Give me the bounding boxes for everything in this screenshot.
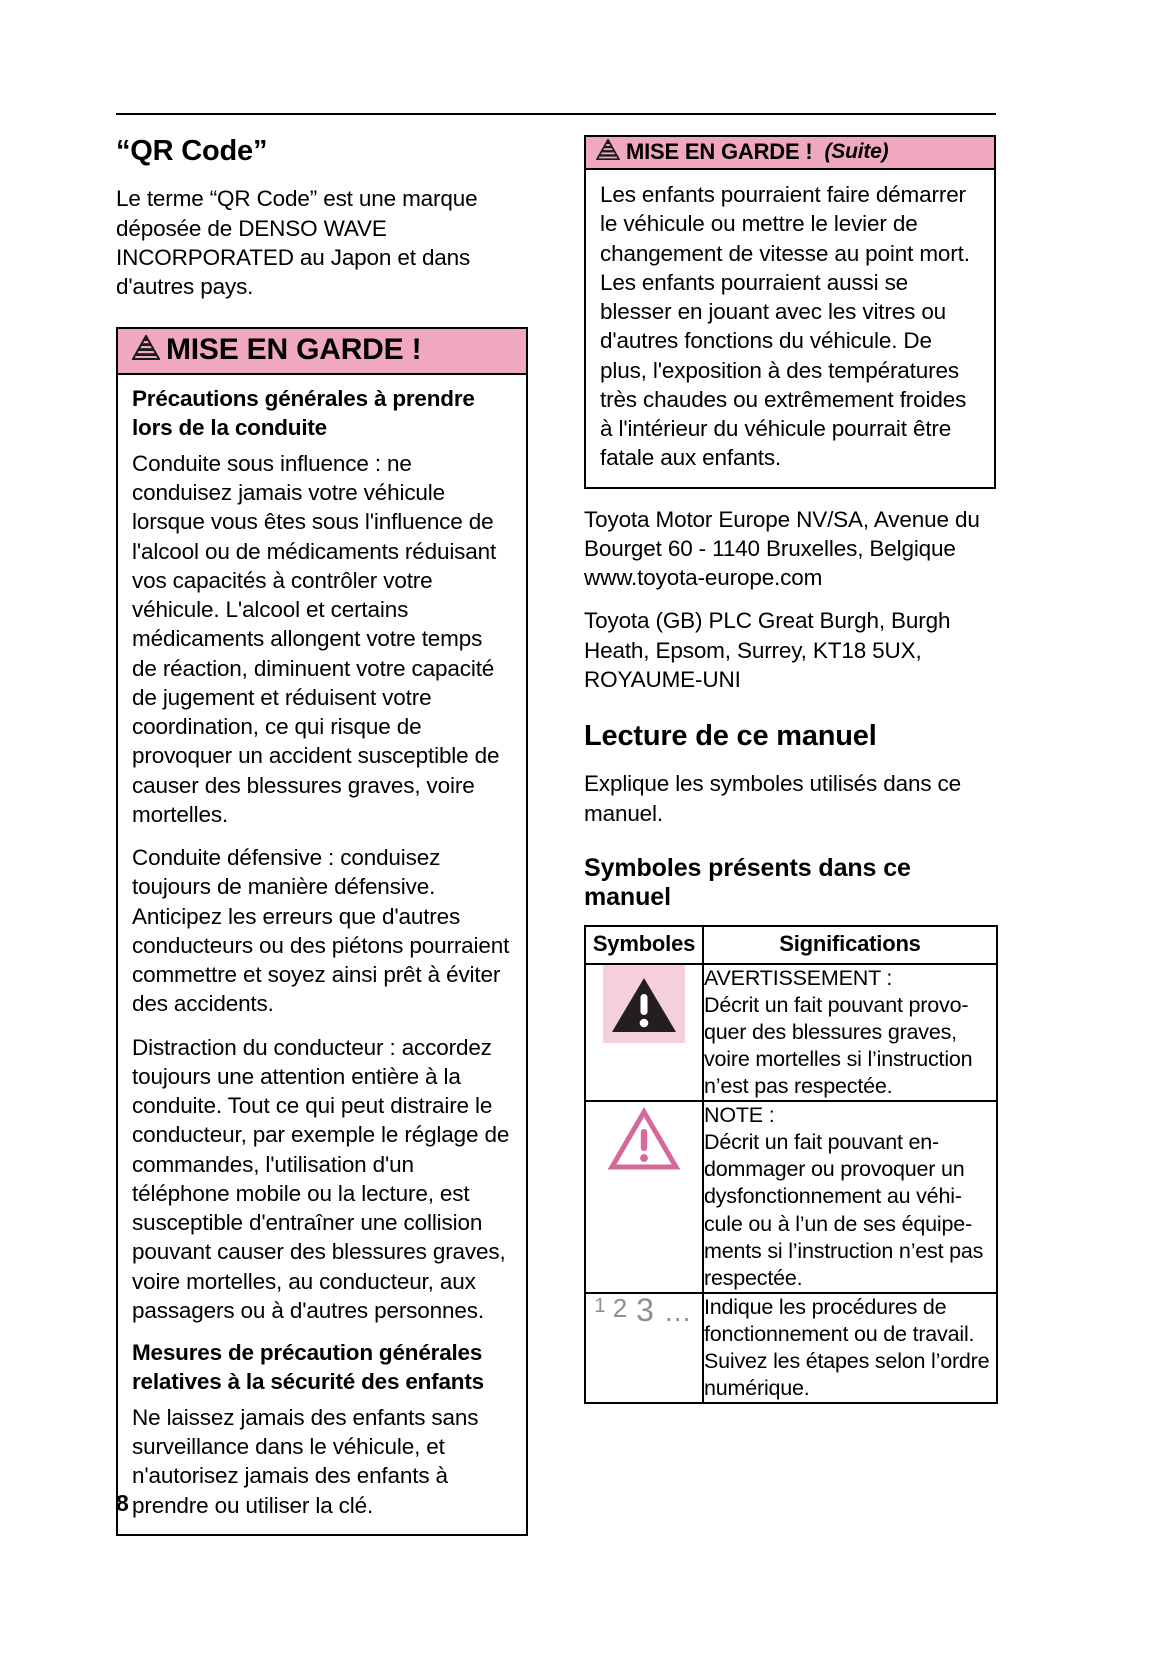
symbols-table [584, 925, 998, 1404]
table-row [585, 964, 997, 1101]
symbols-section-heading: Symboles présents dans ce manuel [584, 853, 911, 912]
warning-continued-header [586, 137, 994, 170]
table-header-row [585, 926, 997, 964]
numbered-steps-icon: 1 2 3 … [594, 1291, 694, 1328]
address-toyota-motor-europe: Toyota Motor Europe NV/SA, Avenue du Bourget 60 - 1140 Bruxelles, Belgique www.toyota-europe.com [584, 506, 980, 590]
warning-subheading-children: Mesures de précaution générales relatives à la sécurité des enfants [132, 1340, 484, 1394]
table-row [585, 1101, 997, 1293]
warning-box-body [118, 375, 526, 1533]
meaning-body-steps: Indique les procédures de fonctionnement ou de travail. Suivez les étapes selon l’ordre numérique. [704, 1294, 990, 1401]
symbol-cell-steps [585, 1293, 703, 1403]
meaning-cell-steps [703, 1293, 997, 1403]
symbol-cell-note [585, 1101, 703, 1293]
page-number: 8 [116, 1490, 129, 1516]
meaning-body-note: Décrit un fait pouvant en-dommager ou provoquer un dysfonctionnement au véhi-cule ou à l’un de ses équipe-ments si l’instruction n’est pas respectée. [704, 1130, 984, 1290]
outline-warning-triangle-icon [603, 1163, 685, 1180]
table-row [585, 1293, 997, 1403]
manual-reading-paragraph: Explique les symboles utilisés dans ce manuel. [584, 771, 961, 826]
symbol-cell-warning [585, 964, 703, 1101]
qr-code-paragraph: Le terme “QR Code” est une marque déposée de DENSO WAVE INCORPORATED au Japon et dans d'autres pays. [116, 186, 478, 300]
warning-box-header [118, 329, 526, 375]
warning-triangle-icon [132, 335, 160, 365]
qr-code-heading: “QR Code” [116, 135, 268, 167]
warning-paragraph-children: Ne laissez jamais des enfants sans surveillance dans le véhicule, et n'autorisez jamais des enfants à prendre ou utiliser la clé. [132, 1404, 479, 1518]
warning-box-main [116, 327, 528, 1535]
meaning-body-avertissement: Décrit un fait pouvant provo-quer des blessures graves, voire mortelles si l’instruction n’est pas respectée. [704, 992, 973, 1099]
warning-paragraph-distraction: Distraction du conducteur : accordez toujours une attention entière à la conduite. Tout ce qui peut distraire le conducteur, par exemple le réglage de commandes, l'utilisation d'un téléphone mobile ou la lecture, est susceptible d'entraîner une collision pouvant causer des blessures graves, voire mortelles, au conducteur, aux passagers ou à d'autres personnes. [132, 1034, 510, 1323]
meaning-title-avertissement: AVERTISSEMENT : [704, 965, 893, 990]
warning-triangle-icon [596, 139, 620, 165]
warning-continued-paragraph: Les enfants pourraient faire démarrer le véhicule ou mettre le levier de changement de vitesse au point mort. Les enfants pourraient aussi se blesser en jouant avec les vitres ou d'autres fonctions du véhicule. De plus, l'exposition à des températures très chaudes ou extrêmement froides à l'intérieur du véhicule pourrait être fatale aux enfants. [600, 182, 970, 471]
right-column [584, 135, 996, 1404]
left-column [116, 135, 528, 1536]
meaning-cell-warning [703, 964, 997, 1101]
manual-reading-heading: Lecture de ce manuel [584, 720, 877, 752]
warning-paragraph-influence: Conduite sous influence : ne conduisez jamais votre véhicule lorsque vous êtes sous l'influence de l'alcool ou de médicaments réduisant vos capacités à contrôler votre véhicule. L'alcool et certains médicaments allongent votre temps de réaction, diminuent votre capacité de jugement et réduisent votre coordination, ce qui risque de provoquer un accident susceptible de causer des blessures graves, voire mortelles. [132, 450, 500, 827]
filled-warning-triangle-icon [603, 1030, 685, 1047]
warning-continued-suite-label: (Suite) [824, 140, 889, 163]
warning-continued-body [586, 170, 994, 487]
warning-title: MISE EN GARDE ! [166, 333, 422, 367]
address-toyota-gb: Toyota (GB) PLC Great Burgh, Burgh Heath, Epsom, Surrey, KT18 5UX, ROYAUME-UNI [584, 608, 951, 692]
page-top-rule [116, 113, 996, 115]
warning-paragraph-defensive: Conduite défensive : conduisez toujours de manière défensive. Anticipez les erreurs que d'autres conducteurs ou des piétons pourraient commettre et soyez ainsi prêt à éviter des accidents. [132, 845, 510, 1017]
column-header-significations: Significations [703, 926, 997, 964]
warning-subheading-driving: Précautions générales à prendre lors de la conduite [132, 386, 475, 441]
warning-box-continued [584, 135, 996, 489]
meaning-cell-note [703, 1101, 997, 1293]
warning-continued-title: MISE EN GARDE ! [626, 139, 813, 164]
column-header-symboles: Symboles [585, 926, 703, 964]
meaning-title-note: NOTE : [704, 1103, 775, 1128]
